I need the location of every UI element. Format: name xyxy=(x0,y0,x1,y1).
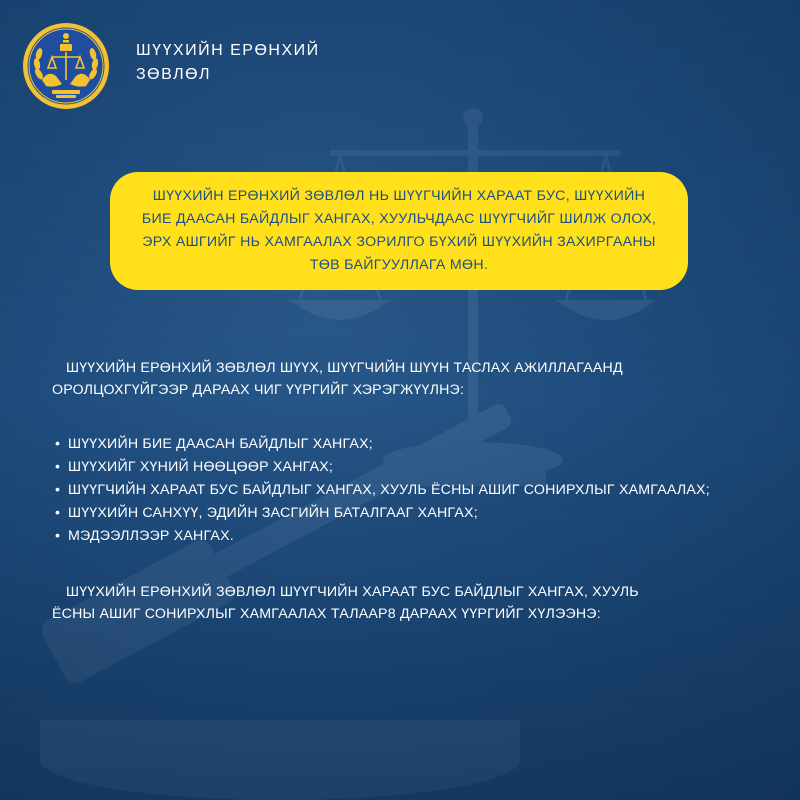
duties-list xyxy=(52,433,762,548)
closing-paragraph: ШҮҮХИЙН ЕРӨНХИЙ ЗӨВЛӨЛ ШҮҮГЧИЙН ХАРААТ БУС БАЙДЛЫГ ХАНГАХ, ХУУЛЬ ЁСНЫ АШИГ СОНИРХЛЫГ ХАМГААЛАХ ТАЛААР8 ДАРААХ ҮҮРГИЙГ ХҮЛЭЭНЭ: xyxy=(52,584,639,622)
list-item xyxy=(52,502,762,525)
organization-name: ШҮҮХИЙН ЕРӨНХИЙ ЗӨВЛӨЛ xyxy=(136,42,320,83)
list-item xyxy=(52,479,762,502)
list-item xyxy=(52,456,762,479)
list-item-text: ШҮҮХИЙН БИЕ ДААСАН БАЙДЛЫГ ХАНГАХ; xyxy=(68,436,373,452)
bullet-icon: • xyxy=(55,436,61,452)
main-content xyxy=(52,357,762,625)
list-item-text: ШҮҮХИЙГ ХҮНИЙ НӨӨЦӨӨР ХАНГАХ; xyxy=(68,459,334,475)
list-item-text: ШҮҮГЧИЙН ХАРААТ БУС БАЙДЛЫГ ХАНГАХ, ХУУЛЬ ЁСНЫ АШИГ СОНИРХЛЫГ ХАМГААЛАХ; xyxy=(68,482,710,498)
list-item xyxy=(52,433,762,456)
bullet-icon: • xyxy=(55,482,61,498)
bullet-icon: • xyxy=(55,459,61,475)
bullet-icon: • xyxy=(55,528,61,544)
judicial-council-emblem-icon xyxy=(22,22,110,110)
bullet-icon: • xyxy=(55,505,61,521)
list-item-text: МЭДЭЭЛЛЭЭР ХАНГАХ. xyxy=(68,528,234,544)
list-item xyxy=(52,525,762,548)
header xyxy=(22,22,320,110)
intro-paragraph: ШҮҮХИЙН ЕРӨНХИЙ ЗӨВЛӨЛ ШҮҮХ, ШҮҮГЧИЙН ШҮҮН ТАСЛАХ АЖИЛЛАГААНД ОРОЛЦОХГҮЙГЭЭР ДАРААХ ЧИГ ҮҮРГИЙГ ХЭРЭГЖҮҮЛНЭ: xyxy=(52,360,623,398)
mission-callout: ШҮҮХИЙН ЕРӨНХИЙ ЗӨВЛӨЛ НЬ ШҮҮГЧИЙН ХАРААТ БУС, ШҮҮХИЙН БИЕ ДААСАН БАЙДЛЫГ ХАНГАХ, ХУУЛЬЧДААС ШҮҮГЧИЙГ ШИЛЖ ОЛОХ, ЭРХ АШГИЙГ НЬ ХАМГААЛАХ ЗОРИЛГО БҮХИЙ ШҮҮХИЙН ЗАХИРГААНЫ ТӨВ БАЙГУУЛЛАГА МӨН. xyxy=(110,172,688,290)
list-item-text: ШҮҮХИЙН САНХҮҮ, ЭДИЙН ЗАСГИЙН БАТАЛГААГ ХАНГАХ; xyxy=(68,505,478,521)
